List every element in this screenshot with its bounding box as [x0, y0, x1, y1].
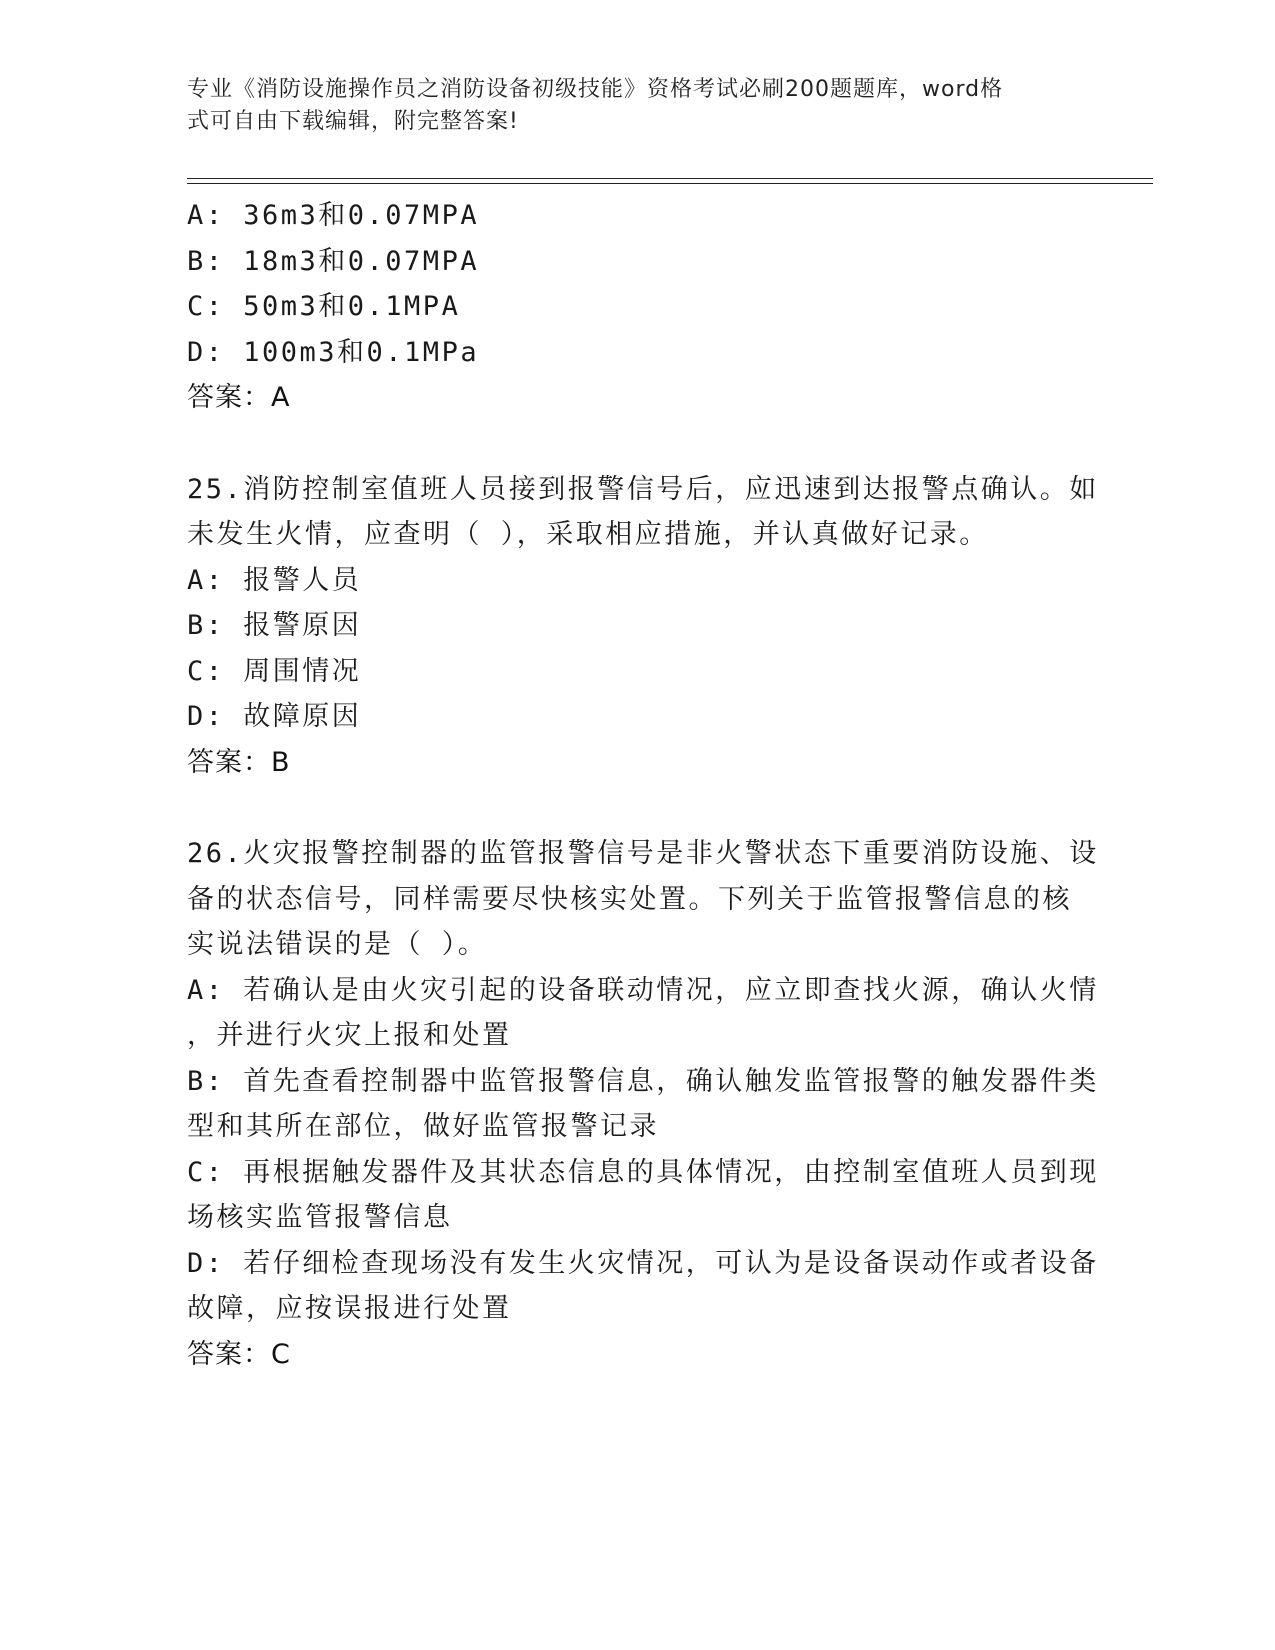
option-d: D: 若仔细检查现场没有发生火灾情况，可认为是设备误动作或者设备	[187, 1247, 1099, 1279]
answer: 答案：B	[187, 746, 291, 778]
option-c-continued: 场核实监管报警信息	[187, 1202, 453, 1233]
question-26	[187, 831, 1099, 1377]
option-b: B: 首先查看控制器中监管报警信息，确认触发监管报警的触发器件类	[187, 1065, 1099, 1097]
option-b-continued: 型和其所在部位，做好监管报警记录	[187, 1111, 659, 1142]
option-c: C: 再根据触发器件及其状态信息的具体情况，由控制室值班人员到现	[187, 1156, 1099, 1188]
option-a: A: 若确认是由火灾引起的设备联动情况，应立即查找火源，确认火情	[187, 974, 1099, 1006]
option-d: D: 故障原因	[187, 701, 362, 732]
option-d-continued: 故障，应按误报进行处置	[187, 1293, 512, 1324]
option-a: A: 报警人员	[187, 564, 362, 596]
question-stem-line: 未发生火情，应查明（ ），采取相应措施，并认真做好记录。	[187, 519, 989, 550]
answer: 答案：C	[187, 1338, 291, 1370]
header-line-2: 式可自由下载编辑，附完整答案!	[187, 109, 519, 134]
header-line-1: 专业《消防设施操作员之消防设备初级技能》资格考试必刷200题题库，word格	[187, 77, 1004, 102]
question-25	[187, 467, 1099, 786]
header-rule-top	[187, 178, 1153, 179]
option-a: A: 36m3和0.07MPA	[187, 200, 480, 231]
option-d: D: 100m3和0.1MPa	[187, 336, 480, 368]
question-stem-line: 备的状态信号，同样需要尽快核实处置。下列关于监管报警信息的核	[187, 883, 1072, 915]
option-c: C: 周围情况	[187, 655, 362, 687]
answer: 答案：A	[187, 382, 291, 413]
question-24	[187, 193, 1087, 421]
spacer	[187, 421, 1087, 467]
question-stem-line: 25.消防控制室值班人员接到报警信号后，应迅速到达报警点确认。如	[187, 473, 1099, 505]
option-c: C: 50m3和0.1MPA	[187, 291, 461, 322]
question-content	[187, 193, 1099, 1377]
page-header	[187, 74, 1067, 138]
spacer	[187, 785, 1087, 831]
question-stem-line: 26.火灾报警控制器的监管报警信号是非火警状态下重要消防设施、设	[187, 838, 1099, 869]
question-stem-line: 实说法错误的是（ ）。	[187, 929, 488, 960]
header-rule-bottom	[187, 183, 1153, 184]
option-b: B: 报警原因	[187, 610, 362, 641]
option-a-continued: ，并进行火灾上报和处置	[187, 1020, 512, 1051]
option-b: B: 18m3和0.07MPA	[187, 245, 480, 277]
